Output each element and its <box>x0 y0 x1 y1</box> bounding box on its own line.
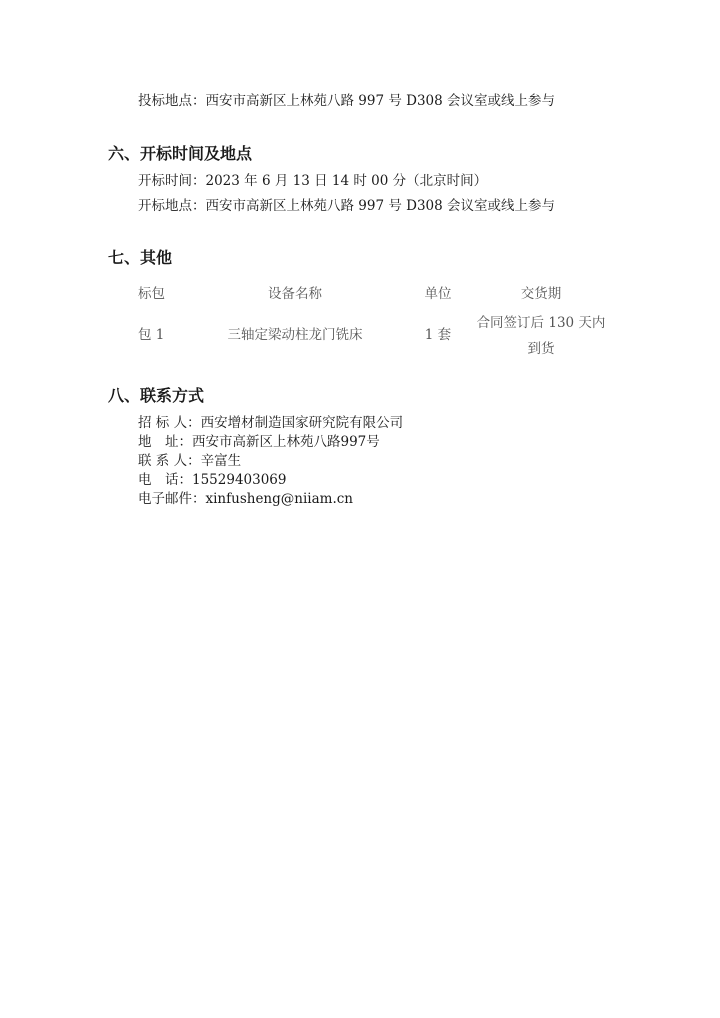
cell-equipment-name: 三轴定梁动柱龙门铣床 <box>227 327 363 343</box>
header-package: 标包 <box>138 286 165 302</box>
section-8-heading: 八、联系方式 <box>108 386 205 405</box>
cell-unit: 1 套 <box>424 327 452 343</box>
section-6-heading: 六、开标时间及地点 <box>108 144 253 163</box>
header-unit: 单位 <box>424 286 452 302</box>
phone-line: 电 话：15529403069 <box>138 472 287 488</box>
header-equipment-name: 设备名称 <box>268 286 322 302</box>
cell-delivery-line2: 到货 <box>527 341 555 357</box>
bid-opening-location: 开标地点：西安市高新区上林苑八路 997 号 D308 会议室或线上参与 <box>138 198 556 214</box>
contact-person-line: 联 系 人：辛富生 <box>138 453 242 469</box>
bid-location-text: 投标地点：西安市高新区上林苑八路 997 号 D308 会议室或线上参与 <box>138 93 556 109</box>
address-line: 地 址：西安市高新区上林苑八路997号 <box>138 434 380 450</box>
cell-delivery-line1: 合同签订后 130 天内 <box>476 315 606 331</box>
section-7-heading: 七、其他 <box>108 248 173 267</box>
cell-package: 包 1 <box>138 327 165 343</box>
tenderer-line: 招 标 人：西安增材制造国家研究院有限公司 <box>138 415 404 431</box>
header-delivery: 交货期 <box>520 286 562 302</box>
email-line: 电子邮件：xinfusheng@niiam.cn <box>138 491 353 507</box>
bid-opening-time: 开标时间：2023 年 6 月 13 日 14 时 00 分（北京时间） <box>138 173 488 189</box>
